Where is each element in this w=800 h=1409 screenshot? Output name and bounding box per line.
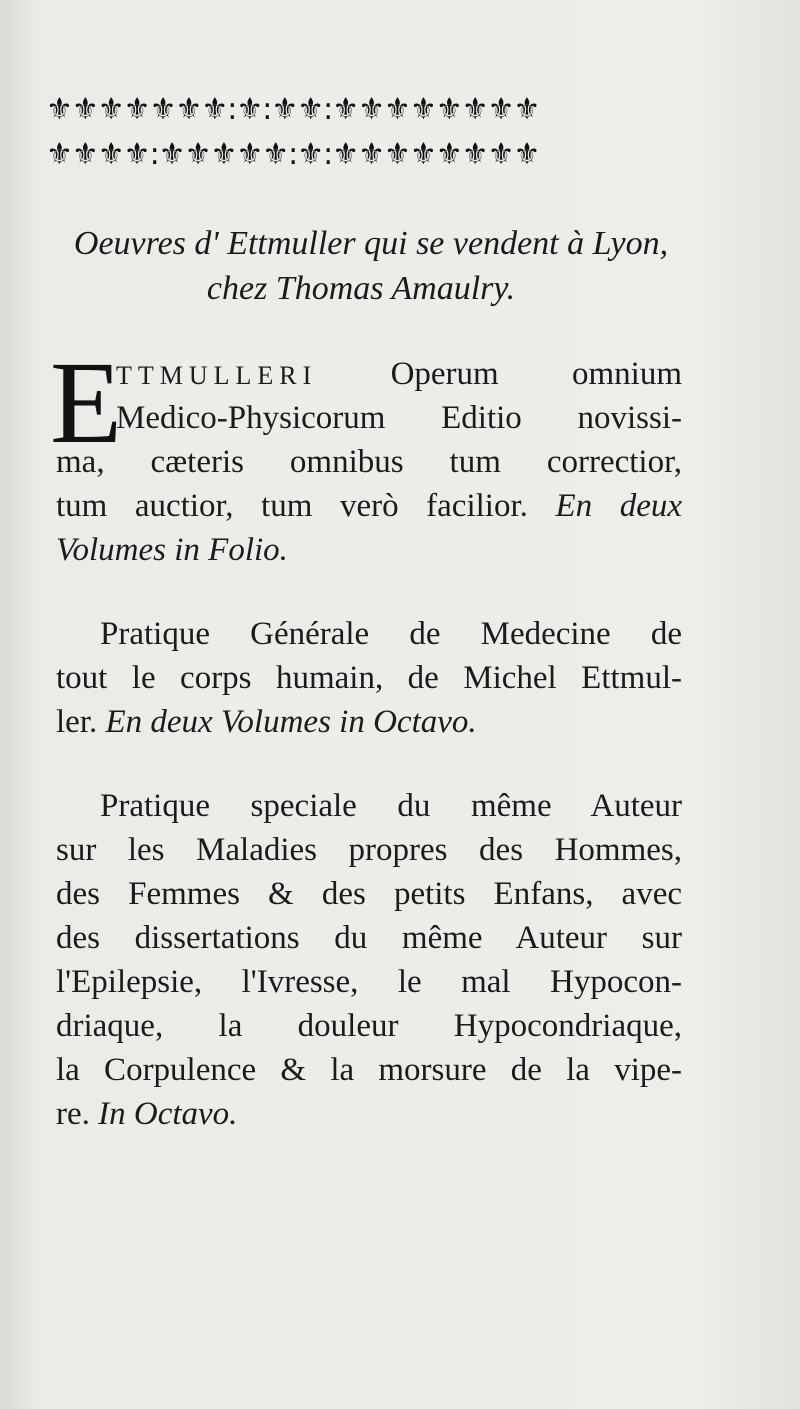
entry-3-line-6: driaque, la douleur Hypocondriaque, bbox=[56, 1008, 682, 1044]
entry-2-line-3-text: ler. bbox=[56, 704, 98, 740]
entry-1-line-2: Medico-Physicorum Editio novissi- bbox=[116, 400, 682, 436]
entry-3-line-8-text: re. bbox=[56, 1096, 90, 1132]
entry-1-line-5: Volumes in Folio. bbox=[56, 532, 288, 568]
entry-3-line-7: la Corpulence & la morsure de la vipe- bbox=[56, 1052, 682, 1088]
drop-cap: E bbox=[50, 337, 123, 468]
page-heading-line-2: chez Thomas Amaulry. bbox=[206, 270, 516, 307]
fleuron-ornament-row-top: ⚜⚜⚜⚜⚜⚜⚜:⚜:⚜⚜:⚜⚜⚜⚜⚜⚜⚜⚜ bbox=[46, 92, 540, 127]
entry-1-author-caps: TTMULLERI bbox=[116, 361, 318, 390]
entry-2-line-1: Pratique Générale de Medecine de bbox=[100, 616, 682, 652]
entry-3-line-2: sur les Maladies propres des Hommes, bbox=[56, 832, 682, 868]
entry-2-format-italic: En deux Volumes in Octavo. bbox=[105, 704, 477, 740]
entry-1-format-italic: En deux bbox=[555, 488, 682, 524]
entry-3-line-3: des Femmes & des petits Enfans, avec bbox=[56, 876, 682, 912]
entry-3-format-italic: In Octavo. bbox=[98, 1096, 238, 1132]
entry-3-line-1: Pratique speciale du même Auteur bbox=[100, 788, 682, 824]
entry-2-line-2: tout le corps humain, de Michel Ettmul- bbox=[56, 660, 682, 696]
entry-1-line-1-text: Operum omnium bbox=[390, 356, 682, 392]
entry-1-line-4-text: tum auctior, tum verò facilior. bbox=[56, 488, 528, 524]
entry-2-line-3 bbox=[56, 700, 477, 744]
entry-1-line-4 bbox=[56, 484, 682, 528]
entry-3-line-4: des dissertations du même Auteur sur bbox=[56, 920, 682, 956]
entry-3-line-8 bbox=[56, 1092, 237, 1136]
fleuron-ornament-row-bottom: ⚜⚜⚜⚜:⚜⚜⚜⚜⚜:⚜:⚜⚜⚜⚜⚜⚜⚜⚜ bbox=[46, 137, 540, 172]
entry-3-line-5: l'Epilepsie, l'Ivresse, le mal Hypocon- bbox=[56, 964, 682, 1000]
entry-1-line-3: ma, cæteris omnibus tum correctior, bbox=[56, 444, 682, 480]
entry-1-line-1 bbox=[116, 352, 682, 398]
page-heading-line-1: Oeuvres d' Ettmuller qui se vendent à Lyon, bbox=[73, 225, 669, 262]
